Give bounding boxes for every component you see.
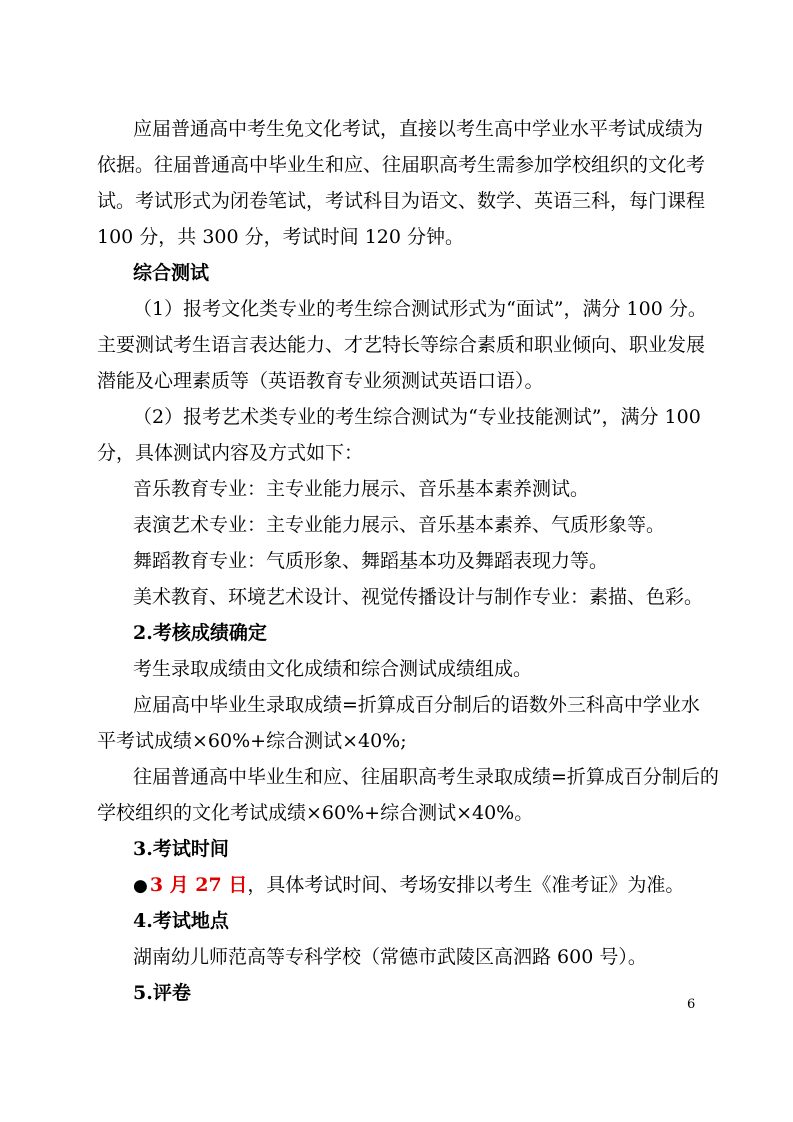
exam-date-note: ，具体考试时间、考场安排以考生《准考证》为准。 [247, 874, 685, 896]
page-number: 6 [687, 997, 696, 1012]
paragraph-line: 湖南幼儿师范高等专科学校（常德市武陵区高泗路 600 号）。 [133, 946, 647, 968]
paragraph-line: 平考试成绩×60%+综合测试×40%; [97, 730, 407, 752]
section-heading-2: 2.考核成绩确定 [133, 622, 267, 644]
paragraph-line: 主要测试考生语言表达能力、才艺特长等综合素质和职业倾向、职业发展 [97, 334, 706, 356]
bullet-icon: ● [133, 876, 148, 896]
paragraph-line: 潜能及心理素质等（英语教育专业须测试英语口语）。 [97, 370, 544, 392]
list-item: 舞蹈教育专业：气质形象、舞蹈基本功及舞蹈表现力等。 [133, 550, 609, 572]
section-heading-3: 3.考试时间 [133, 838, 229, 860]
paragraph-line: 应届普通高中考生免文化考试，直接以考生高中学业水平考试成绩为 [133, 118, 704, 140]
exam-date-line [133, 873, 684, 898]
paragraph-line: 考生录取成绩由文化成绩和综合测试成绩组成。 [133, 658, 533, 680]
list-item: 美术教育、环境艺术设计、视觉传播设计与制作专业：素描、色彩。 [133, 586, 704, 608]
exam-date: 3 月 27 日 [149, 874, 248, 896]
paragraph-line: 试。考试形式为闭卷笔试，考试科目为语文、数学、英语三科，每门课程 [97, 190, 706, 212]
section-heading-5: 5.评卷 [133, 982, 191, 1004]
section-heading-zonghe: 综合测试 [133, 262, 210, 284]
section-heading-4: 4.考试地点 [133, 910, 229, 932]
list-item: 表演艺术专业：主专业能力展示、音乐基本素养、气质形象等。 [133, 514, 666, 536]
paragraph-line: 分，具体测试内容及方式如下： [97, 442, 364, 464]
paragraph-line: 学校组织的文化考试成绩×60%+综合测试×40%。 [97, 802, 534, 824]
paragraph-line: （1）报考文化类专业的考生综合测试形式为“面试”，满分 100 分。 [133, 298, 707, 320]
paragraph-line: 往届普通高中毕业生和应、往届职高考生录取成绩=折算成百分制后的 [133, 766, 719, 788]
paragraph-line: 应届高中毕业生录取成绩=折算成百分制后的语数外三科高中学业水 [133, 694, 700, 716]
paragraph-line: 100 分，共 300 分，考试时间 120 分钟。 [97, 226, 464, 248]
paragraph-line: （2）报考艺术类专业的考生综合测试为“专业技能测试”，满分 100 [133, 406, 701, 428]
paragraph-line: 依据。往届普通高中毕业生和应、往届职高考生需参加学校组织的文化考 [97, 154, 706, 176]
list-item: 音乐教育专业：主专业能力展示、音乐基本素养测试。 [133, 478, 590, 500]
